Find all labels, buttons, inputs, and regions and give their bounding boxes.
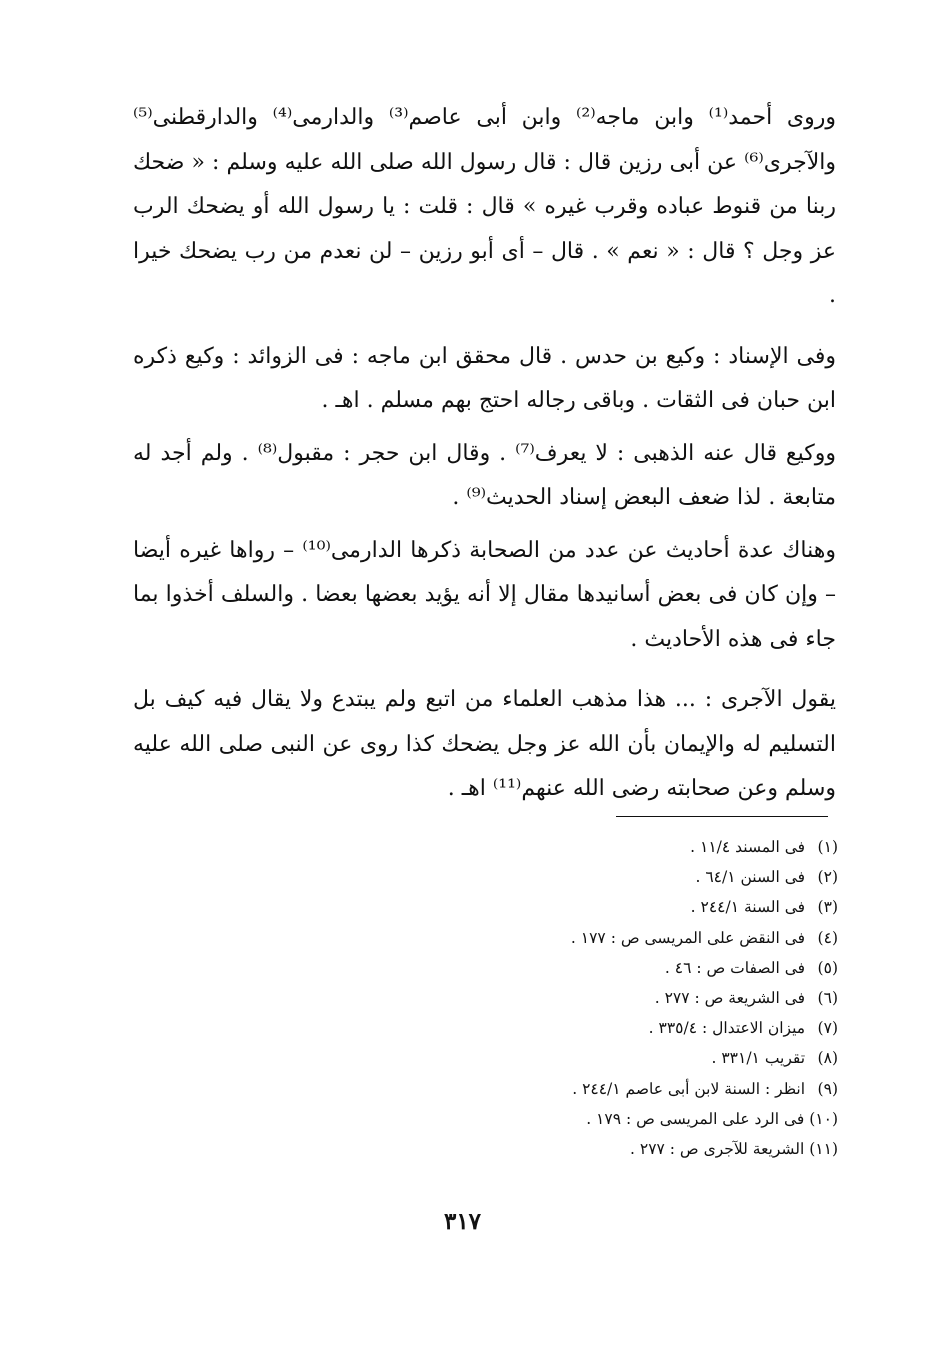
- footnote-number: (٤): [817, 928, 838, 947]
- footnote-text: فى النقض على المريسى ص : ١٧٧ .: [570, 928, 806, 947]
- footnote-item: [571, 832, 838, 862]
- footnote-item: [571, 983, 838, 1013]
- footnote-divider: [616, 816, 828, 817]
- footnotes-list: [571, 832, 838, 1164]
- footnote-text: فى السنن ٦٤/١ .: [695, 868, 806, 887]
- footnote-number: (٩): [817, 1079, 838, 1098]
- footnote-number: (٥): [817, 958, 838, 977]
- footnote-number: (٢): [817, 868, 838, 887]
- footnote-text: فى الصفات ص : ٤٦ .: [664, 958, 806, 977]
- footnote-item: [571, 1134, 838, 1164]
- footnote-item: [571, 953, 838, 983]
- footnote-item: [571, 1013, 838, 1043]
- footnote-item: [571, 923, 838, 953]
- footnote-text: فى الرد على المريسى ص : ١٧٩ .: [586, 1109, 805, 1128]
- footnote-text: فى السنة ٢٤٤/١ .: [690, 898, 806, 917]
- footnote-text: فى الشريعة ص : ٢٧٧ .: [654, 989, 806, 1008]
- page-number: ٣١٧: [443, 1208, 482, 1235]
- footnote-text: فى المسند ١١/٤ .: [690, 838, 806, 856]
- footnote-number: (١٠): [809, 1109, 838, 1128]
- footnote-number: (٣): [817, 898, 838, 917]
- footnote-item: [571, 1104, 838, 1134]
- footnote-text: انظر : السنة لابن أبى عاصم ٢٤٤/١ .: [572, 1079, 806, 1098]
- paragraph-other-hadiths: وهناك عدة أحاديث عن عدد من الصحابة ذكرها الدارمى⁽¹⁰⁾ – رواها غيره أيضا – وإن كان فى بعض أسانيدها مقال إلا أنه يؤيد بعضها بعضا . والسلف أخذوا بما جاء فى هذه الأحاديث .: [133, 537, 836, 652]
- footnote-text: ميزان الاعتدال : ٣٣٥/٤ .: [648, 1019, 806, 1038]
- footnote-text: تقريب ٣٣١/١ .: [711, 1049, 806, 1068]
- paragraph-waki: ووكيع قال عنه الذهبى : لا يعرف⁽⁷⁾ . وقال ابن حجر : مقبول⁽⁸⁾ . ولم أجد له متابعة . لذا ضعف البعض إسناد الحديث⁽⁹⁾ .: [133, 440, 836, 510]
- footnote-item: [571, 862, 838, 892]
- footnote-number: (٨): [817, 1049, 838, 1068]
- footnote-item: [571, 892, 838, 922]
- footnote-text: الشريعة للآجرى ص : ٢٧٧ .: [630, 1140, 805, 1159]
- main-text: [133, 96, 836, 828]
- footnote-item: [571, 1074, 838, 1104]
- paragraph-ajurri-quote: يقول الآجرى : ... هذا مذهب العلماء من اتبع ولم يبتدع ولا يقال فيه كيف بل التسليم له والإيمان بأن الله عز وجل يضحك كذا روى عن النبى صلى الله عليه وسلم وعن صحابته رضى الله عنهم⁽¹¹⁾ اهـ .: [133, 687, 836, 801]
- footnote-item: [571, 1043, 838, 1073]
- footnote-number: (٧): [817, 1019, 838, 1038]
- footnote-number: (٦): [817, 989, 838, 1008]
- paragraph-hadith: وروى أحمد⁽¹⁾ وابن ماجه⁽²⁾ وابن أبى عاصم⁽³⁾ والدارمى⁽⁴⁾ والدارقطنى⁽⁵⁾ والآجرى⁽⁶⁾ عن أبى رزين قال : قال رسول الله صلى الله عليه وسلم : « ضحك ربنا من قنوط عباده وقرب غيره » قال : قلت : يا رسول الله أو يضحك الرب عز وجل ؟ قال : « نعم » . قال – أى أبو رزين – لن نعدم من رب يضحك خيرا .: [133, 105, 837, 308]
- paragraph-isnad: وفى الإسناد : وكيع بن حدس . قال محقق ابن ماجه : فى الزوائد : وكيع ذكره ابن حبان فى الثقات . وباقى رجاله احتج بهم مسلم . اهـ .: [133, 343, 836, 413]
- footnote-number: (١): [817, 838, 838, 856]
- footnote-number: (١١): [809, 1140, 838, 1159]
